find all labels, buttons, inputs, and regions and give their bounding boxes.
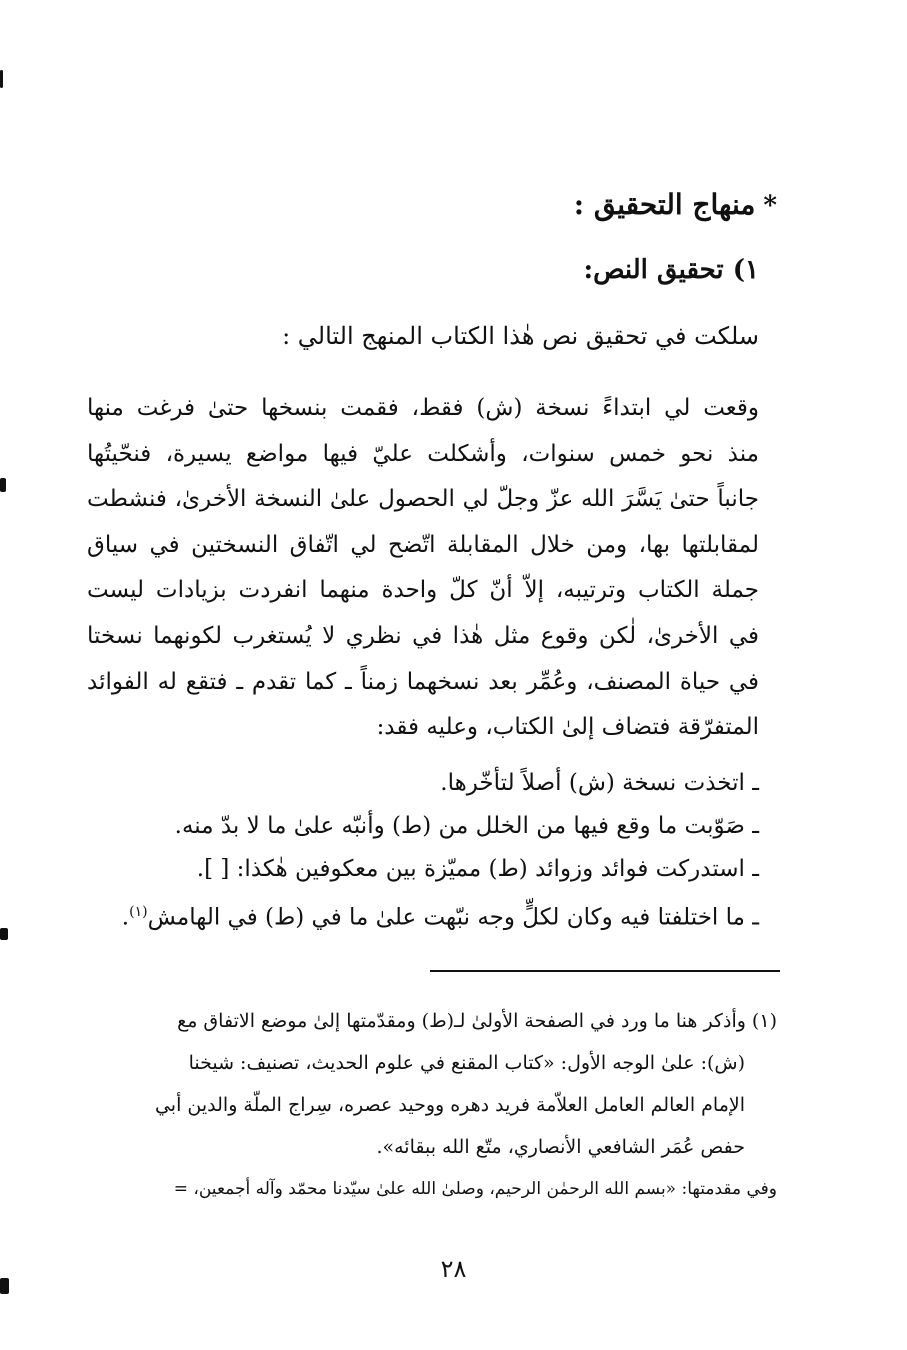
body-paragraph <box>87 386 759 751</box>
scan-edge-mark <box>0 1278 9 1294</box>
paragraph-line: في الأخرىٰ، لٰكن وقوع مثل هٰذا في نظري لا يُستغرب لكونهما نسختا <box>87 622 759 649</box>
paragraph-line: في حياة المصنف، وعُمِّر بعد نسخهما زمناً ـ كما تقدم ـ فتقع له الفوائد <box>87 668 759 695</box>
footnote-line: حفص عُمَر الشافعي الأنصاري، متّع الله ببقائه». <box>376 1136 745 1158</box>
paragraph-line: لمقابلتها بها، ومن خلال المقابلة اتّضح لي اتّفاق النسختين في سياق <box>87 531 759 558</box>
subsection-heading: ١) تحقيق النص: <box>583 255 759 285</box>
scan-edge-mark <box>0 928 8 940</box>
list-item-end: . <box>121 904 130 931</box>
intro-line: سلكت في تحقيق نص هٰذا الكتاب المنهج التالي : <box>282 322 759 350</box>
scan-edge-mark <box>0 478 6 492</box>
footnote-line: (ش): علىٰ الوجه الأول: «كتاب المقنع في علوم الحديث، تصنيف: شيخنا <box>188 1052 745 1074</box>
method-list <box>87 762 759 940</box>
paragraph-line: جملة الكتاب وترتيبه، إلاّ أنّ كلّ واحدة منهما انفردت بزيادات ليست <box>87 577 759 604</box>
paragraph-line: وقعت لي ابتداءً نسخة (ش) فقط، فقمت بنسخها حتىٰ فرغت منها <box>87 395 759 421</box>
section-heading <box>574 188 777 221</box>
paragraph-line: المتفرّقة فتضاف إلىٰ الكتاب، وعليه فقد: <box>376 714 759 741</box>
list-item: ـ اتخذت نسخة (ش) أصلاً لتأخّرها. <box>440 770 759 796</box>
asterisk-marker: * <box>763 191 777 221</box>
page-number: ٢٨ <box>440 1255 467 1283</box>
footnote-line: (١) وأذكر هنا ما ورد في الصفحة الأولىٰ لـ(ط) ومقدّمتها إلىٰ موضع الاتفاق مع <box>177 1010 777 1032</box>
list-item: ـ صَوّبت ما وقع فيها من الخلل من (ط) وأنبّه علىٰ ما لا بدّ منه. <box>174 813 759 839</box>
footnotes <box>87 1000 777 1210</box>
list-item <box>87 891 759 940</box>
list-item: ـ استدركت فوائد وزوائد (ط) مميّزة بين معكوفين هٰكذا: [ ]. <box>196 856 759 882</box>
section-heading-text: منهاج التحقيق : <box>573 188 756 221</box>
footnote-line: وفي مقدمتها: «بسم الله الرحمٰن الرحيم، وصلىٰ الله علىٰ سيّدنا محمّد وآله أجمعين، = <box>173 1179 777 1199</box>
paragraph-line: منذ نحو خمس سنوات، وأشكلت عليّ فيها مواضع يسيرة، فنحّيتُها <box>87 440 759 467</box>
footnote-divider <box>430 970 780 972</box>
footnote-reference: (١) <box>129 904 148 920</box>
list-item-text: ـ ما اختلفتا فيه وكان لكلٍّ وجه نبّهت علىٰ ما في (ط) في الهامش <box>147 904 759 931</box>
footnote-line: الإمام العالم العامل العلاّمة فريد دهره ووحيد عصره، سِراج الملّة والدين أبي <box>154 1094 745 1116</box>
scan-edge-mark <box>0 70 3 88</box>
paragraph-line: جانباً حتىٰ يَسَّرَ الله عزّ وجلّ لي الحصول علىٰ النسخة الأخرىٰ، فنشطت <box>87 486 759 513</box>
